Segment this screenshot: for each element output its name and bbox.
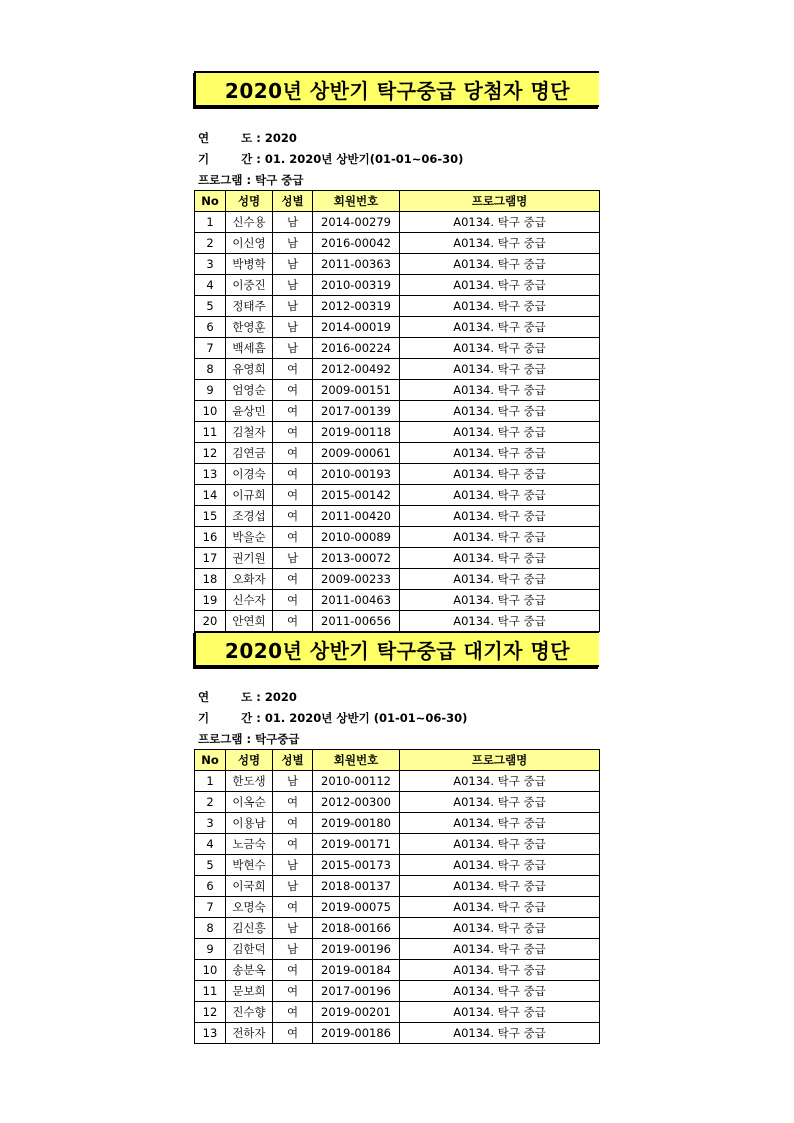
cell-gender: 여 [273, 443, 313, 464]
waitlist-year-value: 2020 [264, 690, 297, 704]
cell-member-no: 2016-00224 [313, 338, 400, 359]
cell-gender: 여 [273, 464, 313, 485]
cell-name: 안연희 [226, 611, 273, 632]
cell-member-no: 2019-00186 [313, 1023, 400, 1044]
cell-no: 5 [195, 855, 226, 876]
cell-no: 16 [195, 527, 226, 548]
waitlist-table [194, 749, 600, 1044]
cell-name: 한도생 [226, 771, 273, 792]
cell-name: 조경섭 [226, 506, 273, 527]
waitlist-year-label: 연 도 : [198, 690, 261, 704]
waitlist-year-line [198, 689, 297, 705]
cell-name: 신수자 [226, 590, 273, 611]
cell-member-no: 2012-00492 [313, 359, 400, 380]
cell-gender: 여 [273, 380, 313, 401]
table-row [195, 918, 600, 939]
cell-name: 신수용 [226, 212, 273, 233]
cell-member-no: 2019-00201 [313, 1002, 400, 1023]
cell-name: 백세흠 [226, 338, 273, 359]
cell-gender: 남 [273, 275, 313, 296]
cell-member-no: 2009-00233 [313, 569, 400, 590]
cell-name: 노금숙 [226, 834, 273, 855]
cell-program: A0134. 탁구 중급 [400, 317, 600, 338]
cell-member-no: 2011-00463 [313, 590, 400, 611]
header-name: 성명 [226, 750, 273, 771]
cell-member-no: 2014-00279 [313, 212, 400, 233]
table-row [195, 1023, 600, 1044]
cell-no: 9 [195, 939, 226, 960]
cell-name: 김연금 [226, 443, 273, 464]
cell-no: 8 [195, 359, 226, 380]
table-row [195, 569, 600, 590]
cell-name: 박병학 [226, 254, 273, 275]
table-row [195, 233, 600, 254]
cell-member-no: 2011-00656 [313, 611, 400, 632]
cell-program: A0134. 탁구 중급 [400, 590, 600, 611]
header-name: 성명 [226, 191, 273, 212]
cell-member-no: 2019-00196 [313, 939, 400, 960]
cell-program: A0134. 탁구 중급 [400, 611, 600, 632]
winners-year-label: 연 도 : [198, 131, 261, 145]
cell-gender: 여 [273, 590, 313, 611]
cell-gender: 여 [273, 981, 313, 1002]
cell-program: A0134. 탁구 중급 [400, 380, 600, 401]
cell-member-no: 2015-00142 [313, 485, 400, 506]
cell-gender: 남 [273, 254, 313, 275]
cell-member-no: 2015-00173 [313, 855, 400, 876]
cell-no: 7 [195, 338, 226, 359]
cell-gender: 남 [273, 296, 313, 317]
cell-program: A0134. 탁구 중급 [400, 981, 600, 1002]
cell-name: 김한덕 [226, 939, 273, 960]
cell-gender: 남 [273, 548, 313, 569]
cell-no: 18 [195, 569, 226, 590]
cell-no: 6 [195, 317, 226, 338]
cell-name: 김철자 [226, 422, 273, 443]
header-member-no: 회원번호 [313, 750, 400, 771]
cell-name: 박을순 [226, 527, 273, 548]
cell-no: 11 [195, 981, 226, 1002]
cell-program: A0134. 탁구 중급 [400, 401, 600, 422]
cell-program: A0134. 탁구 중급 [400, 834, 600, 855]
cell-no: 3 [195, 254, 226, 275]
cell-gender: 남 [273, 338, 313, 359]
cell-gender: 여 [273, 422, 313, 443]
cell-name: 김신흥 [226, 918, 273, 939]
table-row [195, 212, 600, 233]
winners-title: 2020년 상반기 탁구중급 당첨자 명단 [224, 79, 571, 103]
cell-no: 12 [195, 443, 226, 464]
table-row [195, 1002, 600, 1023]
cell-no: 12 [195, 1002, 226, 1023]
cell-program: A0134. 탁구 중급 [400, 855, 600, 876]
cell-no: 8 [195, 918, 226, 939]
cell-gender: 여 [273, 960, 313, 981]
table-row [195, 380, 600, 401]
header-member-no: 회원번호 [313, 191, 400, 212]
waitlist-header-row [195, 750, 600, 771]
cell-no: 14 [195, 485, 226, 506]
header-program: 프로그램명 [400, 191, 600, 212]
cell-program: A0134. 탁구 중급 [400, 464, 600, 485]
cell-gender: 여 [273, 485, 313, 506]
cell-program: A0134. 탁구 중급 [400, 876, 600, 897]
cell-member-no: 2012-00319 [313, 296, 400, 317]
cell-member-no: 2010-00112 [313, 771, 400, 792]
cell-member-no: 2019-00118 [313, 422, 400, 443]
cell-member-no: 2011-00420 [313, 506, 400, 527]
waitlist-program-label: 프로그램 : [198, 732, 252, 746]
cell-member-no: 2009-00061 [313, 443, 400, 464]
cell-member-no: 2019-00075 [313, 897, 400, 918]
table-row [195, 792, 600, 813]
winners-period-label: 기 간 : [198, 152, 261, 166]
cell-program: A0134. 탁구 중급 [400, 359, 600, 380]
cell-gender: 여 [273, 401, 313, 422]
cell-name: 유영희 [226, 359, 273, 380]
winners-header-row [195, 191, 600, 212]
cell-program: A0134. 탁구 중급 [400, 939, 600, 960]
table-row [195, 401, 600, 422]
cell-program: A0134. 탁구 중급 [400, 443, 600, 464]
cell-program: A0134. 탁구 중급 [400, 1002, 600, 1023]
table-row [195, 897, 600, 918]
cell-no: 9 [195, 380, 226, 401]
cell-no: 17 [195, 548, 226, 569]
cell-member-no: 2012-00300 [313, 792, 400, 813]
cell-no: 19 [195, 590, 226, 611]
cell-no: 1 [195, 212, 226, 233]
waitlist-title-box [194, 631, 599, 667]
cell-no: 2 [195, 792, 226, 813]
table-row [195, 855, 600, 876]
waitlist-program-value: 탁구중급 [255, 732, 300, 746]
table-row [195, 506, 600, 527]
cell-name: 박현수 [226, 855, 273, 876]
cell-member-no: 2010-00193 [313, 464, 400, 485]
cell-name: 이옥순 [226, 792, 273, 813]
cell-program: A0134. 탁구 중급 [400, 813, 600, 834]
table-row [195, 485, 600, 506]
cell-name: 이국희 [226, 876, 273, 897]
cell-name: 엄영순 [226, 380, 273, 401]
cell-gender: 남 [273, 317, 313, 338]
cell-member-no: 2017-00139 [313, 401, 400, 422]
cell-gender: 여 [273, 506, 313, 527]
cell-member-no: 2016-00042 [313, 233, 400, 254]
table-row [195, 296, 600, 317]
cell-no: 6 [195, 876, 226, 897]
cell-no: 1 [195, 771, 226, 792]
cell-member-no: 2010-00089 [313, 527, 400, 548]
cell-name: 이용남 [226, 813, 273, 834]
table-row [195, 548, 600, 569]
table-row [195, 317, 600, 338]
cell-no: 2 [195, 233, 226, 254]
cell-program: A0134. 탁구 중급 [400, 254, 600, 275]
cell-gender: 남 [273, 233, 313, 254]
cell-gender: 여 [273, 1002, 313, 1023]
table-row [195, 813, 600, 834]
table-row [195, 443, 600, 464]
cell-gender: 남 [273, 876, 313, 897]
cell-name: 진수향 [226, 1002, 273, 1023]
cell-no: 3 [195, 813, 226, 834]
winners-year-value: 2020 [264, 131, 297, 145]
winners-program-label: 프로그램 : [198, 173, 252, 187]
cell-member-no: 2010-00319 [313, 275, 400, 296]
winners-program-value: 탁구 중급 [255, 173, 304, 187]
cell-name: 문보희 [226, 981, 273, 1002]
cell-no: 15 [195, 506, 226, 527]
waitlist-period-value: 01. 2020년 상반기 (01-01~06-30) [264, 711, 468, 725]
header-no: No [195, 191, 226, 212]
winners-program-line [198, 172, 304, 188]
cell-program: A0134. 탁구 중급 [400, 548, 600, 569]
winners-period-line [198, 151, 463, 167]
cell-gender: 여 [273, 569, 313, 590]
cell-program: A0134. 탁구 중급 [400, 960, 600, 981]
cell-gender: 남 [273, 855, 313, 876]
table-row [195, 464, 600, 485]
cell-name: 이중진 [226, 275, 273, 296]
cell-no: 4 [195, 834, 226, 855]
cell-name: 전하자 [226, 1023, 273, 1044]
cell-program: A0134. 탁구 중급 [400, 569, 600, 590]
cell-program: A0134. 탁구 중급 [400, 275, 600, 296]
cell-name: 한영훈 [226, 317, 273, 338]
winners-title-box [194, 71, 599, 107]
cell-gender: 여 [273, 834, 313, 855]
cell-no: 13 [195, 464, 226, 485]
table-row [195, 876, 600, 897]
table-row [195, 422, 600, 443]
table-row [195, 527, 600, 548]
waitlist-period-label: 기 간 : [198, 711, 261, 725]
cell-program: A0134. 탁구 중급 [400, 792, 600, 813]
cell-member-no: 2018-00166 [313, 918, 400, 939]
cell-gender: 여 [273, 359, 313, 380]
cell-gender: 여 [273, 897, 313, 918]
table-row [195, 275, 600, 296]
cell-name: 정태주 [226, 296, 273, 317]
winners-period-value: 01. 2020년 상반기(01-01~06-30) [264, 152, 464, 166]
cell-no: 4 [195, 275, 226, 296]
cell-no: 11 [195, 422, 226, 443]
table-row [195, 338, 600, 359]
cell-no: 10 [195, 960, 226, 981]
cell-no: 5 [195, 296, 226, 317]
winners-table [194, 190, 600, 632]
cell-name: 오명숙 [226, 897, 273, 918]
cell-program: A0134. 탁구 중급 [400, 897, 600, 918]
header-no: No [195, 750, 226, 771]
header-gender: 성별 [273, 750, 313, 771]
header-program: 프로그램명 [400, 750, 600, 771]
cell-name: 이경숙 [226, 464, 273, 485]
cell-gender: 여 [273, 611, 313, 632]
waitlist-title: 2020년 상반기 탁구중급 대기자 명단 [224, 639, 571, 663]
winners-year-line [198, 130, 297, 146]
cell-gender: 여 [273, 1023, 313, 1044]
cell-program: A0134. 탁구 중급 [400, 527, 600, 548]
cell-program: A0134. 탁구 중급 [400, 771, 600, 792]
cell-program: A0134. 탁구 중급 [400, 212, 600, 233]
cell-name: 오화자 [226, 569, 273, 590]
table-row [195, 834, 600, 855]
table-row [195, 611, 600, 632]
cell-gender: 여 [273, 527, 313, 548]
cell-name: 이신영 [226, 233, 273, 254]
cell-program: A0134. 탁구 중급 [400, 422, 600, 443]
cell-program: A0134. 탁구 중급 [400, 296, 600, 317]
cell-member-no: 2009-00151 [313, 380, 400, 401]
cell-program: A0134. 탁구 중급 [400, 918, 600, 939]
table-row [195, 981, 600, 1002]
table-row [195, 960, 600, 981]
cell-no: 7 [195, 897, 226, 918]
waitlist-program-line [198, 731, 300, 747]
cell-program: A0134. 탁구 중급 [400, 506, 600, 527]
cell-gender: 남 [273, 939, 313, 960]
table-row [195, 771, 600, 792]
header-gender: 성별 [273, 191, 313, 212]
table-row [195, 590, 600, 611]
cell-name: 윤상민 [226, 401, 273, 422]
cell-program: A0134. 탁구 중급 [400, 338, 600, 359]
cell-member-no: 2011-00363 [313, 254, 400, 275]
cell-no: 10 [195, 401, 226, 422]
cell-gender: 남 [273, 212, 313, 233]
cell-member-no: 2017-00196 [313, 981, 400, 1002]
cell-gender: 여 [273, 813, 313, 834]
cell-member-no: 2018-00137 [313, 876, 400, 897]
table-row [195, 254, 600, 275]
cell-name: 이규희 [226, 485, 273, 506]
cell-member-no: 2014-00019 [313, 317, 400, 338]
cell-program: A0134. 탁구 중급 [400, 1023, 600, 1044]
cell-member-no: 2013-00072 [313, 548, 400, 569]
cell-gender: 남 [273, 771, 313, 792]
cell-name: 송분옥 [226, 960, 273, 981]
cell-no: 13 [195, 1023, 226, 1044]
cell-member-no: 2019-00184 [313, 960, 400, 981]
waitlist-period-line [198, 710, 467, 726]
cell-member-no: 2019-00171 [313, 834, 400, 855]
cell-name: 권기원 [226, 548, 273, 569]
cell-gender: 여 [273, 792, 313, 813]
table-row [195, 359, 600, 380]
cell-member-no: 2019-00180 [313, 813, 400, 834]
cell-program: A0134. 탁구 중급 [400, 233, 600, 254]
cell-no: 20 [195, 611, 226, 632]
table-row [195, 939, 600, 960]
cell-program: A0134. 탁구 중급 [400, 485, 600, 506]
cell-gender: 남 [273, 918, 313, 939]
